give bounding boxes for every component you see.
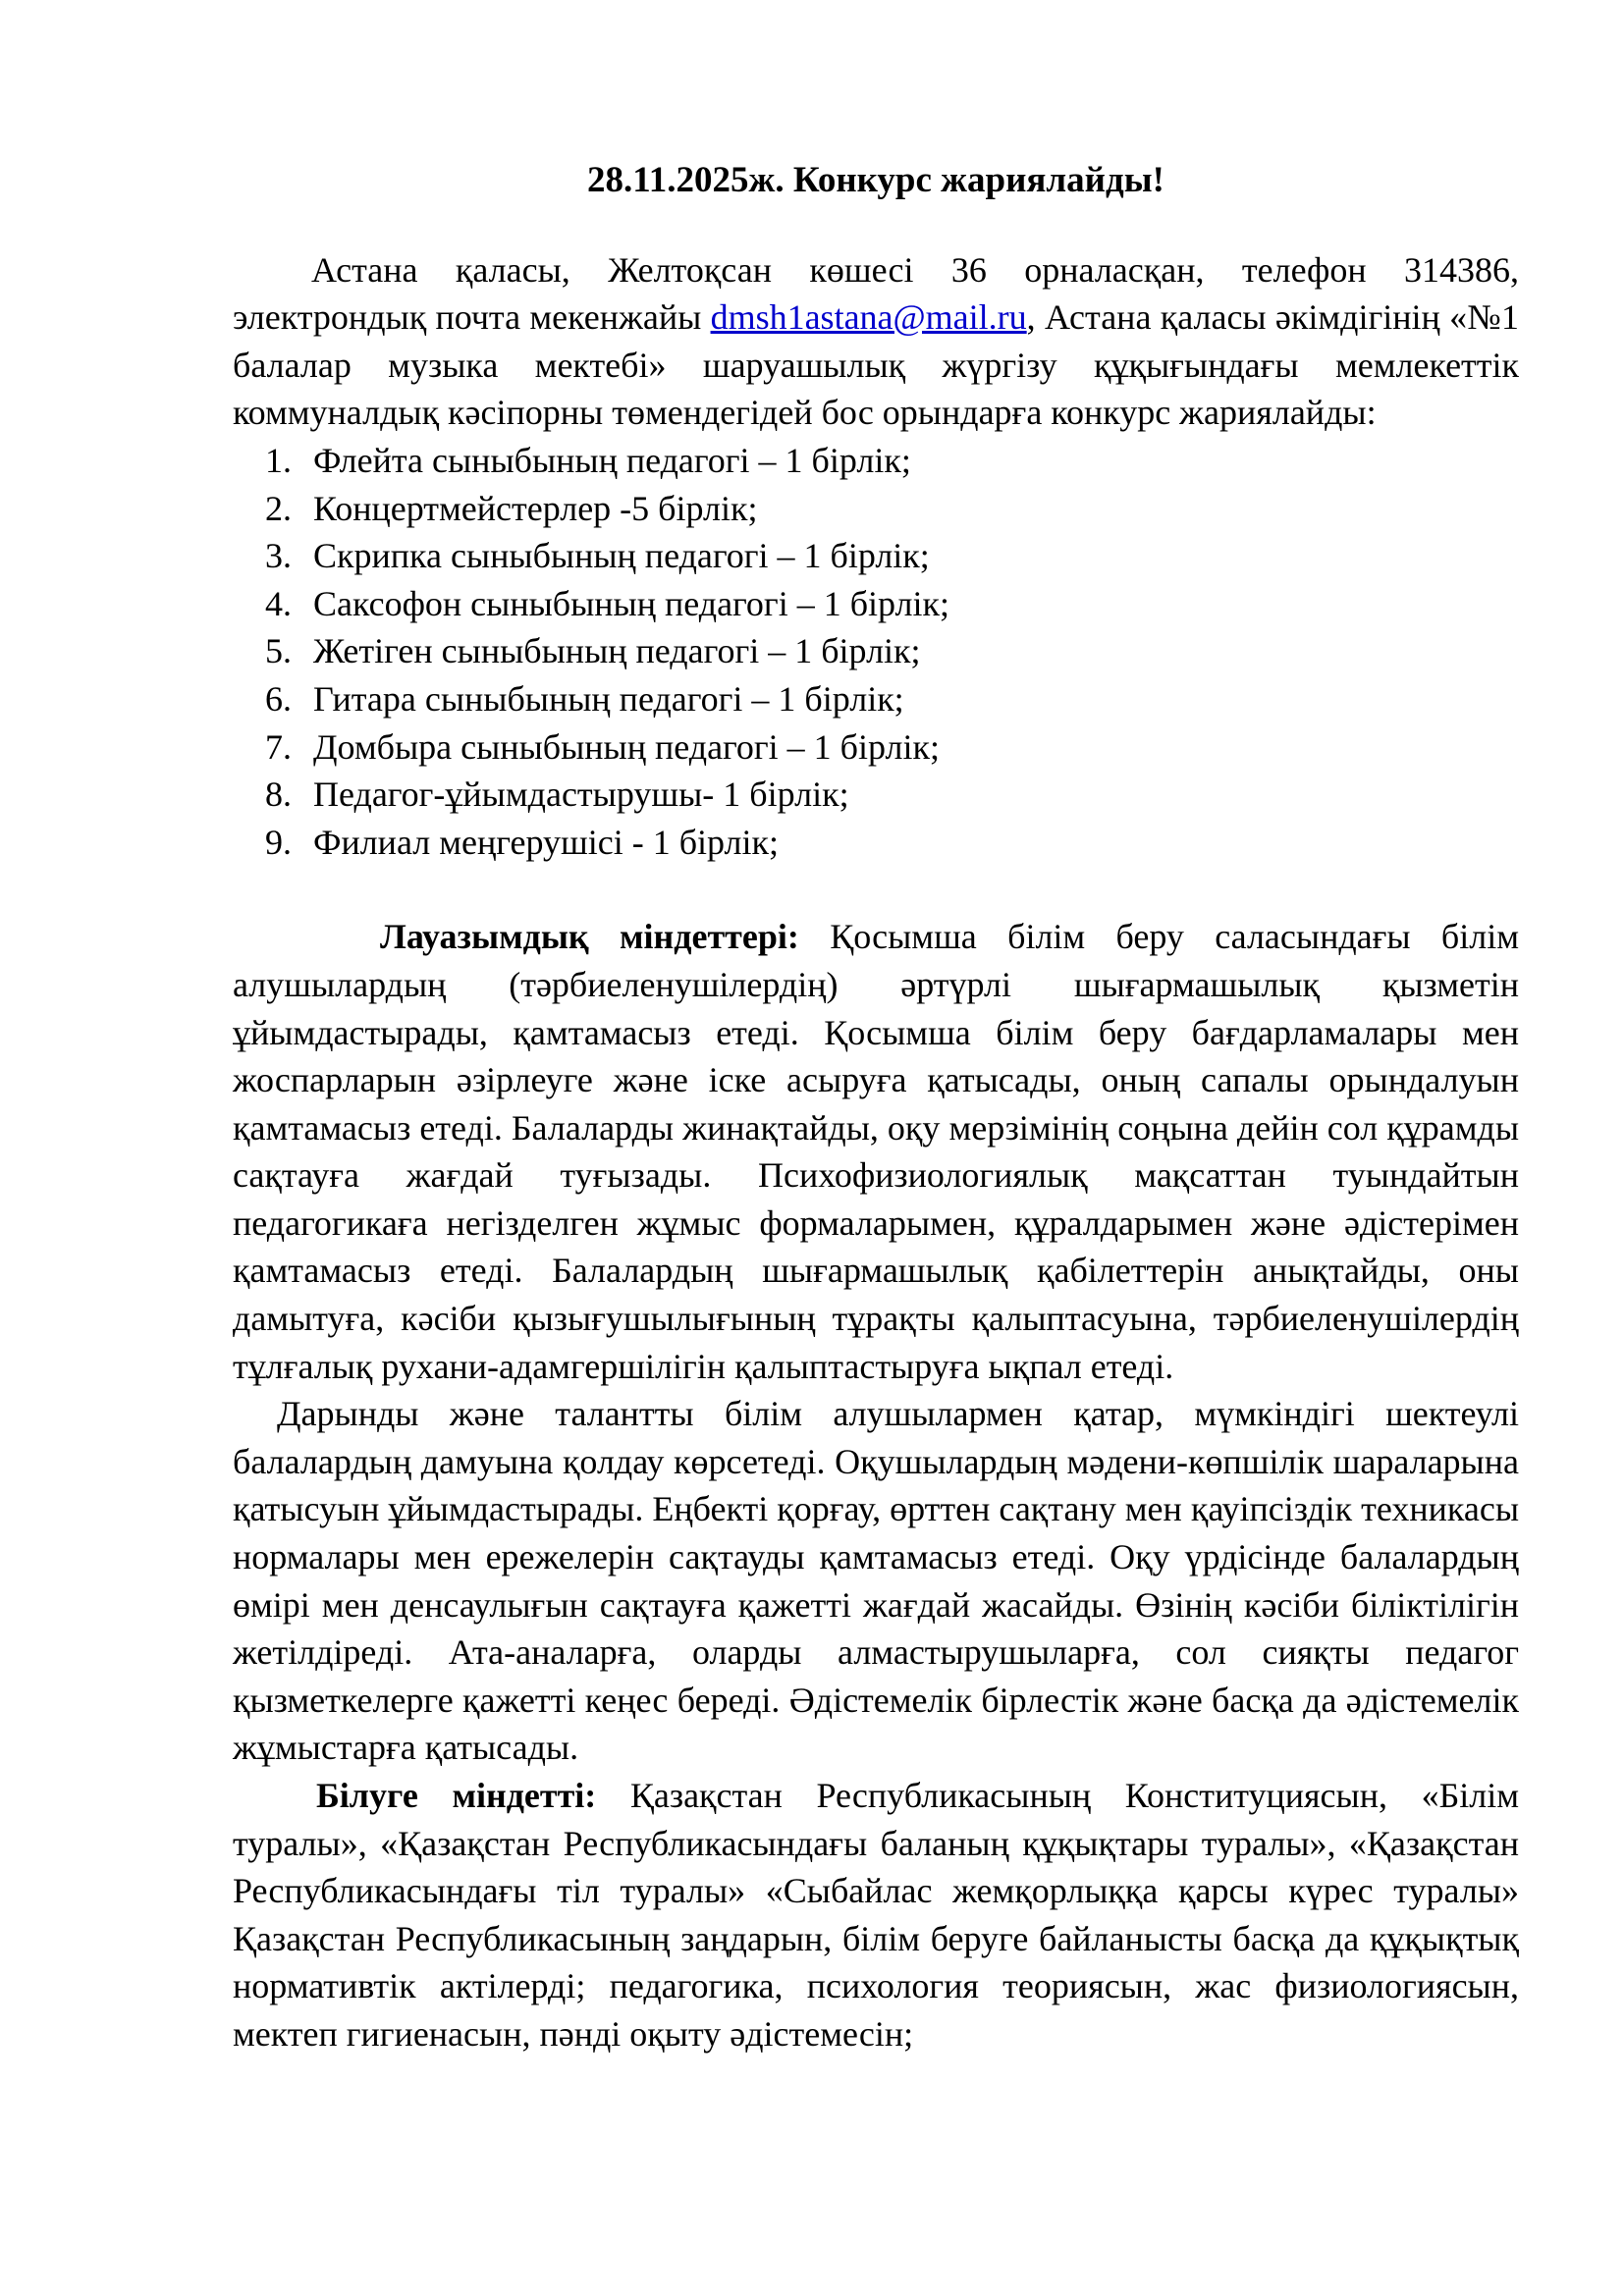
- vacancy-text: Флейта сыныбының педагогі – 1 бірлік;: [313, 440, 911, 480]
- vacancy-item: [233, 675, 1519, 723]
- vacancy-item: [233, 627, 1519, 675]
- vacancy-number: 9.: [265, 822, 292, 862]
- vacancy-item: [233, 723, 1519, 772]
- vacancy-number: 2.: [265, 488, 292, 528]
- vacancy-text: Филиал меңгерушісі - 1 бірлік;: [313, 822, 780, 862]
- vacancy-text: Педагог-ұйымдастырушы- 1 бірлік;: [313, 774, 849, 815]
- vacancy-text: Саксофон сыныбының педагогі – 1 бірлік;: [313, 583, 949, 623]
- vacancy-list: [233, 437, 1519, 866]
- vacancy-text: Концертмейстерлер -5 бірлік;: [313, 488, 758, 528]
- vacancy-item: [233, 771, 1519, 819]
- duties-label: Лауазымдық міндеттері:: [380, 917, 799, 957]
- duties-paragraph: [233, 913, 1519, 1390]
- vacancy-text: Жетіген сыныбының педагогі – 1 бірлік;: [313, 631, 921, 671]
- vacancy-item: [233, 532, 1519, 580]
- intro-paragraph: [233, 246, 1519, 437]
- gifted-support-paragraph: Дарынды және талантты білім алушылармен қатар, мүмкіндігі шектеулі балалардың дамуына қолдау көрсетеді. Оқушылардың мәдени-көпшілік шараларына қатысуын ұйымдастырады. Еңбекті қорғау, өрттен сақтану мен қауіпсіздік техникасы нормалары мен ережелерін сақтауды қамтамасыз етеді. Оқу үрдісінде балалардың өмірі мен денсаулығын сақтауға қажетті жағдай жасайды. Өзінің кәсіби біліктілігін жетілдіреді. Ата-аналарға, оларды алмастырушыларға, сол сияқты педагог қызметкелерге қажетті кеңес береді. Әдістемелік бірлестік және басқа да әдістемелік жұмыстарға қатысады.: [233, 1394, 1519, 1768]
- vacancy-text: Гитара сыныбының педагогі – 1 бірлік;: [313, 678, 904, 719]
- vacancy-number: 5.: [265, 631, 292, 671]
- vacancy-text: Домбыра сыныбының педагогі – 1 бірлік;: [313, 726, 940, 767]
- vacancy-number: 7.: [265, 726, 292, 767]
- vacancy-number: 8.: [265, 774, 292, 815]
- vacancy-number: 4.: [265, 583, 292, 623]
- intro-text-before-email: Астана қаласы, Желтоқсан көшесі 36 орналасқан, телефон 314386, электрондық почта мекенжайы: [233, 249, 1519, 338]
- intro-text-after-email: , Астана қаласы әкімдігінің «№1 балалар музыка мектебі» шаруашылық жүргізу құқығындағы мемлекеттік коммуналдық кәсіпорны төмендегідей бос орындарға конкурс жариялайды:: [233, 297, 1519, 433]
- vacancy-text: Скрипка сыныбының педагогі – 1 бірлік;: [313, 536, 930, 576]
- vacancy-item: [233, 819, 1519, 867]
- email-link[interactable]: dmsh1astana@mail.ru: [710, 297, 1027, 338]
- vacancy-number: 1.: [265, 440, 292, 480]
- announcement-title: 28.11.2025ж. Конкурс жариялайды!: [587, 160, 1164, 200]
- knowledge-text: Қазақстан Республикасының Конституциясын, «Білім туралы», «Қазақстан Республикасындағы баланың құқықтары туралы», «Қазақстан Республикасындағы тіл туралы» «Сыбайлас жемқорлыққа қарсы күрес туралы» Қазақстан Республикасының заңдарын, білім беруге байланысты басқа да құқықтық нормативтік актілерді; педагогика, психология теориясын, жас физиологиясын, мектеп гигиенасын, пәнді оқыту әдістемесін;: [233, 1776, 1520, 2054]
- vacancy-number: 6.: [265, 678, 292, 719]
- vacancy-item: [233, 437, 1519, 485]
- knowledge-label: Білуге міндетті:: [316, 1776, 597, 1815]
- vacancy-number: 3.: [265, 536, 292, 576]
- document-page: [233, 157, 1519, 2058]
- vacancy-item: [233, 485, 1519, 533]
- knowledge-paragraph: [233, 1772, 1519, 2058]
- vacancy-item: [233, 580, 1519, 628]
- duties-text: Қосымша білім беру саласындағы білім алушылардың (тәрбиеленушілердің) әртүрлі шығармашылық қызметін ұйымдастырады, қамтамасыз етеді. Қосымша білім беру бағдарламалары мен жоспарларын әзірлеуге және іске асыруға қатысады, оның сапалы орындалуын қамтамасыз етеді. Балаларды жинақтайды, оқу мерзімінің соңына дейін сол құрамды сақтауға жағдай туғызады. Психофизиологиялық мақсаттан туындайтын педагогикаға негізделген жұмыс формаларымен, құралдарымен және әдістерімен қамтамасыз етеді. Балалардың шығармашылық қабілеттерін анықтайды, оны дамытуға, кәсіби қызығушылығының тұрақты қалыптасуына, тәрбиеленушілердің тұлғалық рухани-адамгершілігін қалыптастыруға ықпал етеді.: [233, 917, 1519, 1386]
